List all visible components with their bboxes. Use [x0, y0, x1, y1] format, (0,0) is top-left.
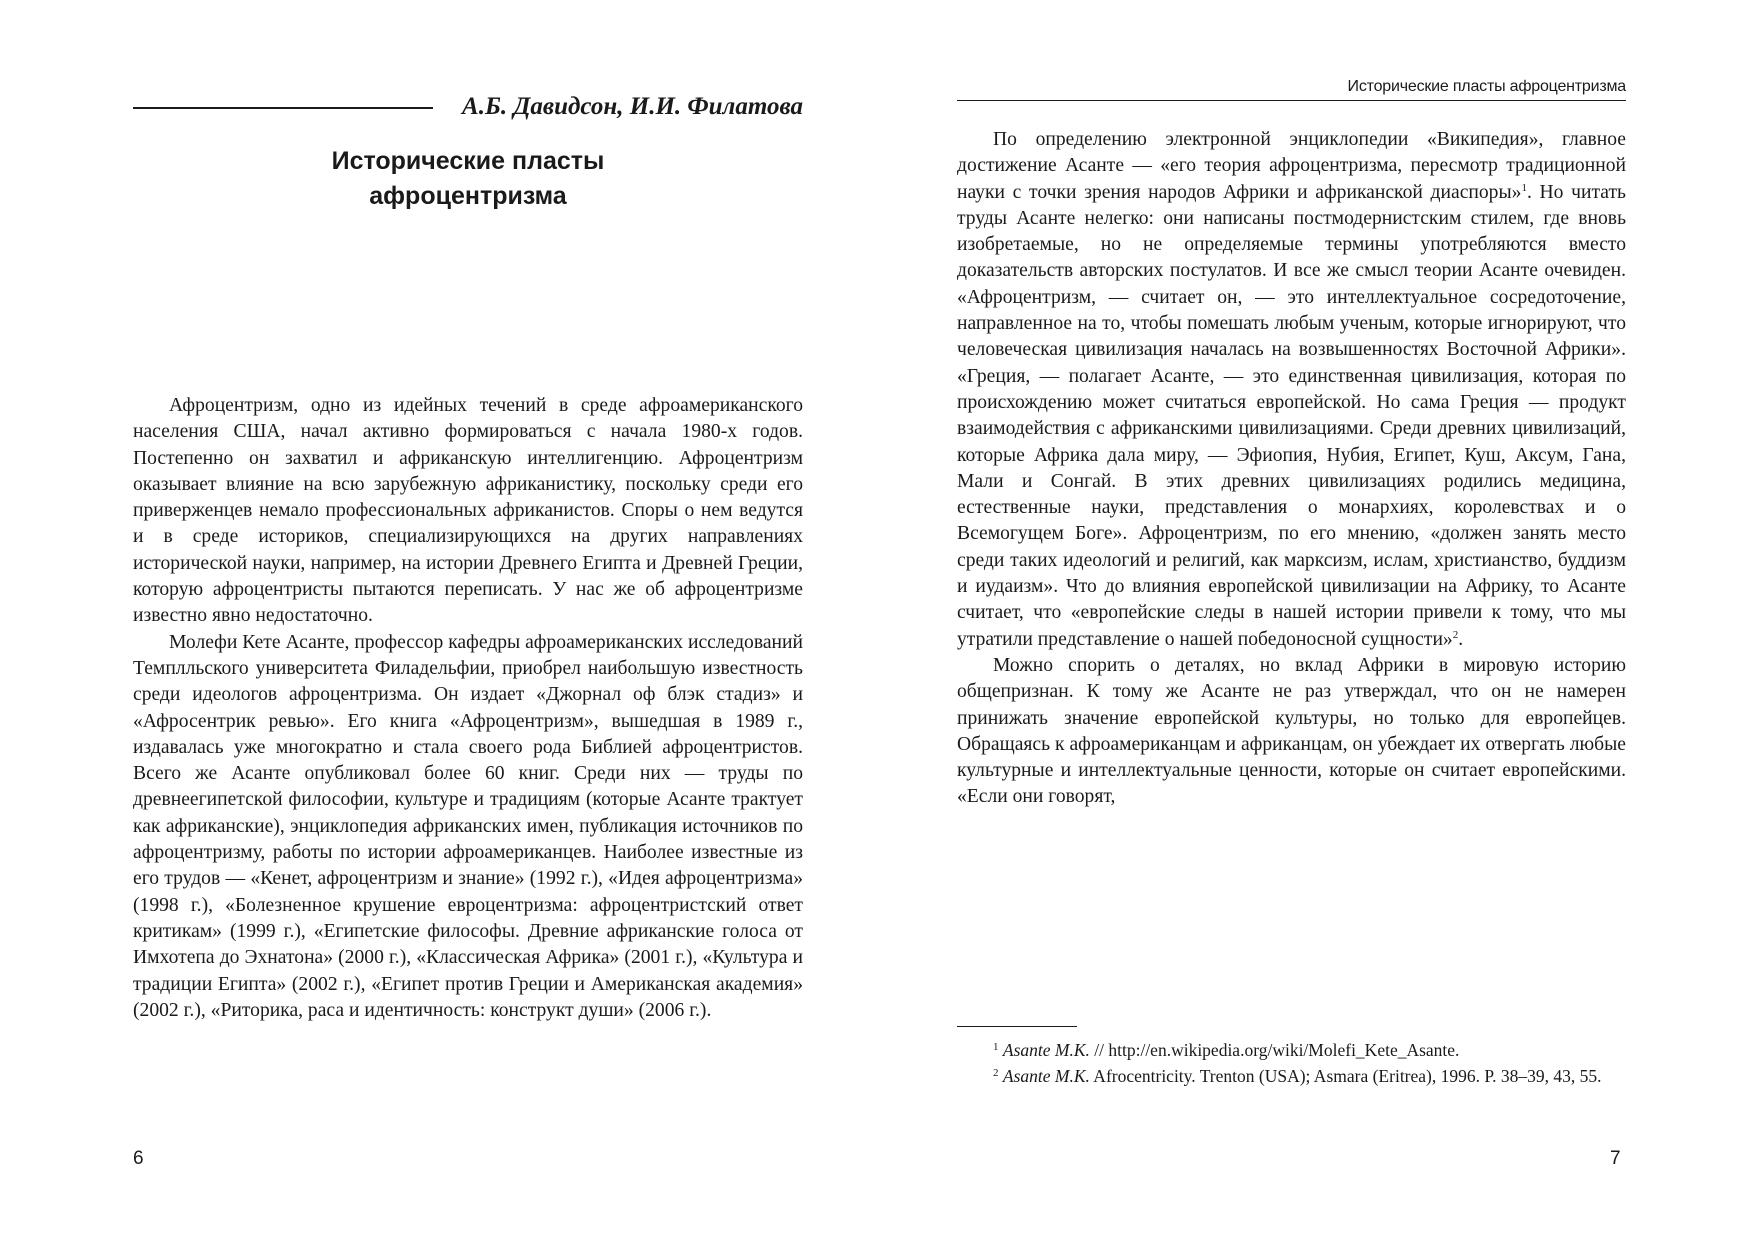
- page-number: 6: [133, 1148, 144, 1169]
- header-rule: [133, 107, 433, 109]
- page-number: 7: [1610, 1148, 1621, 1169]
- paragraph: Можно спорить о деталях, но вклад Африки в мировую историю общепризнан. К тому же Асанте не раз утверждал, что он не намерен принижать значение европейской культуры, но только для европейцев. Обращаясь к афроамериканцам и африканцам, он убеждает их отвергать любые культурные и интеллектуальные ценности, которые он считает европейскими. «Если они говорят,: [957, 654, 1626, 808]
- chapter-title: [133, 144, 803, 214]
- body-text: [133, 393, 803, 1024]
- chapter-title-line: Исторические пласты: [331, 147, 605, 175]
- body-text: [957, 127, 1626, 811]
- paragraph: Афроцентризм, одно из идейных течений в среде афроамериканского населения США, начал активно формироваться с начала 1980-х годов. Постепенно он захватил и африканскую интеллигенцию. Афроцентризм оказывает влияние на всю зарубежную африканистику, поскольку среди его приверженцев немало профессиональных африканистов. Споры о нем ведутся и в среде историков, специализирующихся на других направлениях исторической науки, например, на истории Древнего Египта и Древней Греции, которую афроцентристы пытаются переписать. У нас же об афроцентризме известно явно недостаточно.: [133, 395, 803, 627]
- footnote-ref[interactable]: 2: [1452, 628, 1459, 641]
- footnote-rule: [957, 1026, 1077, 1027]
- header-rule: [957, 100, 1626, 101]
- page-header: [957, 76, 1626, 101]
- paragraph: По определению электронной энциклопедии «Википедия», главное достижение Асанте — «его теория афроцентризма, пересмотр традиционной науки с точки зрения народов Африки и африканской диаспоры»$^1$. Но читать труды Асанте нелегко: они написаны постмодернистским стилем, где вновь изобретаемые, но не определяемые термины употребляются вместо доказательств авторских постулатов. И все же смысл теории Асанте очевиден. «Афроцентризм, — считает он, — это интеллектуальное сосредоточение, направленное на то, чтобы помешать любым ученым, которые игнорируют, что человеческая цивилизация началась на возвышенностях Восточной Африки». «Греция, — полагает Асанте, — это единственная цивилизация, которая по происхождению может считаться европейской. Но сама Греция — продукт взаимодействия с африканскими цивилизациями. Среди древних цивилизаций, которые Африка дала миру, — Эфиопия, Нубия, Египет, Куш, Аксум, Гана, Мали и Сонгай. В этих древних цивилизациях родились медицина, естественные науки, представления о монархиях, королевствах и о Всемогущем Боге». Афроцентризм, по его мнению, «должен занять место среди таких идеологий и религий, как марксизм, ислам, христианство, буддизм и иудаизм». Что до влияния европейской цивилизации на Африку, то Асанте считает, что «европейские следы в нашей истории привели к тому, что мы утратили представление о нашей победоносной сущности»$^2$.: [957, 129, 1626, 650]
- paragraph: Молефи Кете Асанте, профессор кафедры афроамериканских исследований Темплльского университета Филадельфии, приобрел наибольшую известность среди идеологов афроцентризма. Он издает «Джорнал оф блэк стадиз» и «Афросентрик ревью». Его книга «Афроцентризм», вышедшая в 1989 г., издавалась уже многократно и стала своего рода Библией афроцентристов. Всего же Асанте опубликовал более 60 книг. Среди них — труды по древнеегипетской философии, культуре и традициям (которые Асанте трактует как африканские), энциклопедия африканских имен, публикация источников по афроцентризму, работы по истории афроамериканцев. Наиболее известные из его трудов — «Кенет, афроцентризм и знание» (1992 г.), «Идея афроцентризма» (1998 г.), «Болезненное крушение евроцентризма: афроцентристский ответ критикам» (1999 г.), «Египетские философы. Древние африканские голоса от Имхотепа до Эхнатона» (2000 г.), «Классическая Африка» (2001 г.), «Культура и традиции Египта» (2002 г.), «Египет против Греции и Американская академия» (2002 г.), «Риторика, раса и идентичность: конструкт души» (2006 г.).: [133, 631, 803, 1021]
- footnote: $^1$ Asante M.K. // http://en.wikipedia.org/wiki/Molefi_Kete_Asante.: [993, 1040, 1460, 1060]
- running-head: Исторические пласты афроцентризма: [1347, 78, 1626, 95]
- page-header: [133, 92, 803, 122]
- footnote-ref[interactable]: 1: [1521, 181, 1527, 194]
- footnote: $^2$ Asante M.K. Afrocentricity. Trenton (USA); Asmara (Eritrea), 1996. P. 38–39, 43, 55.: [993, 1066, 1602, 1086]
- right-page: [877, 0, 1755, 1240]
- footnotes: [957, 1037, 1626, 1089]
- left-page: [0, 0, 877, 1240]
- header-authors: А.Б. Давидсон, И.И. Филатова: [462, 93, 803, 120]
- chapter-title-line: афроцентризма: [369, 182, 567, 210]
